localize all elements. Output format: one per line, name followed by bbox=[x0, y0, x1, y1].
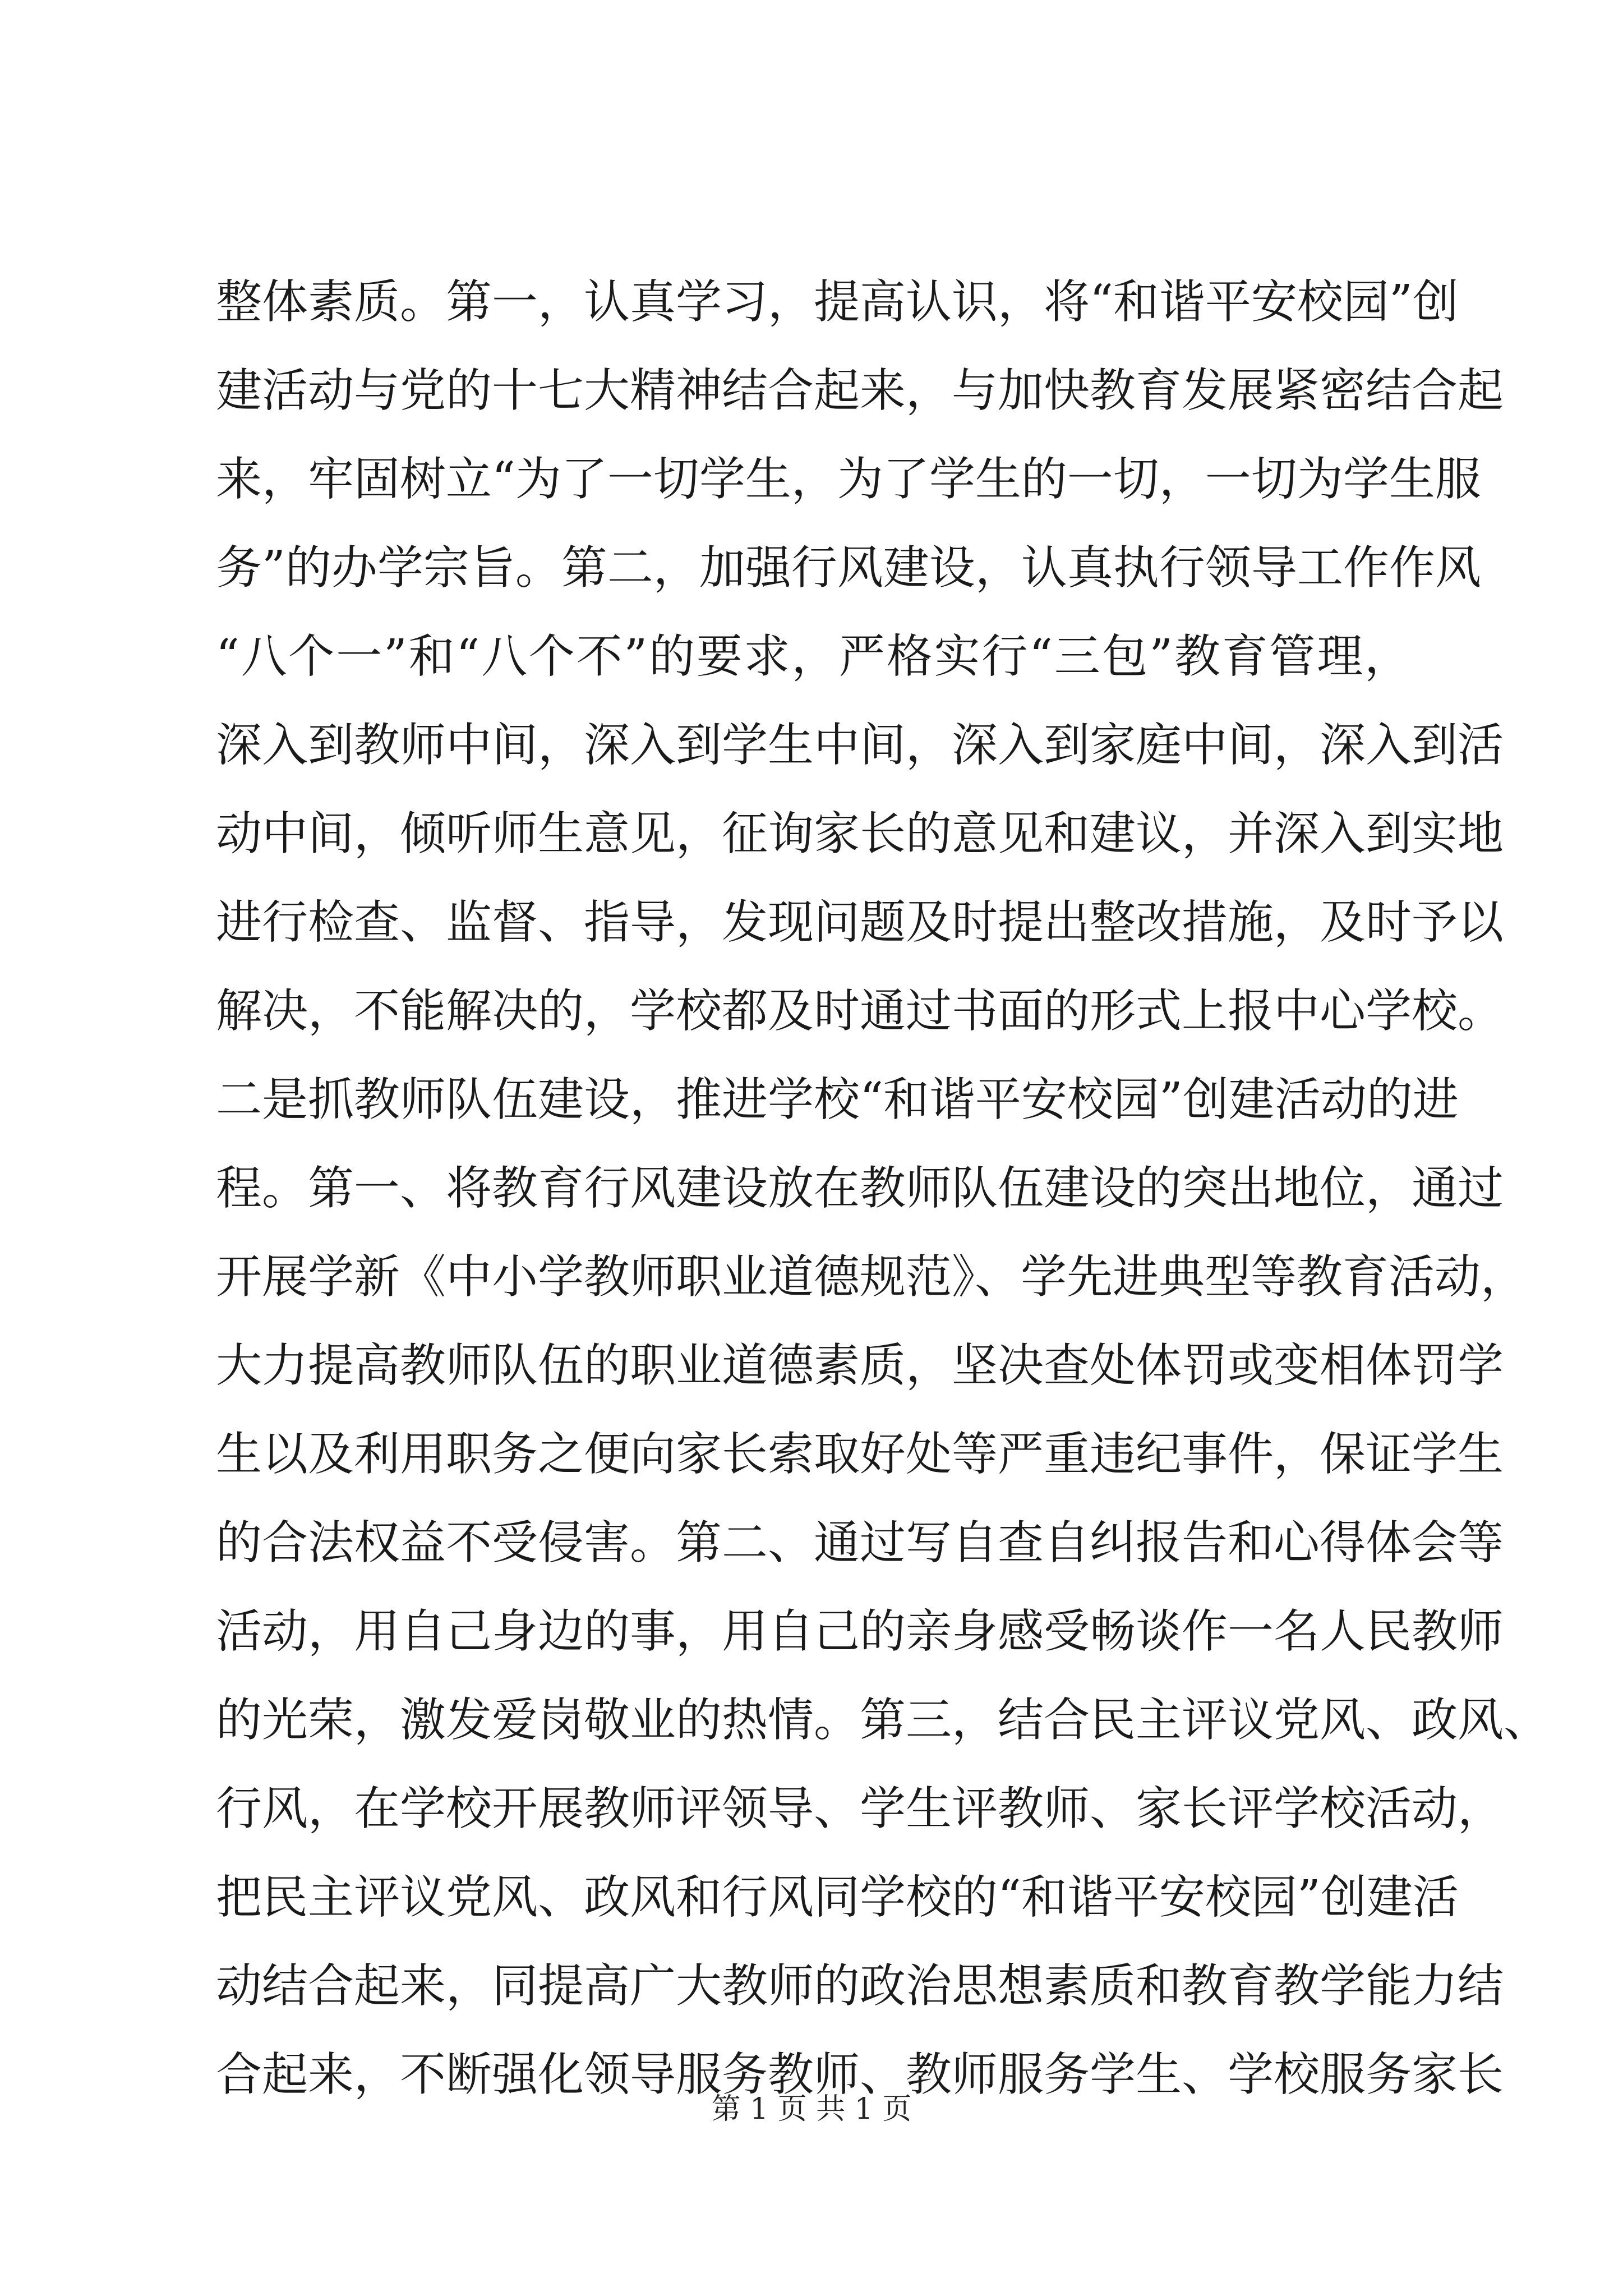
text-line: 程。第一、将教育行风建设放在教师队伍建设的突出地位，通过 bbox=[216, 1162, 1504, 1215]
text-line: 的光荣，激发爱岗敬业的热情。第三，结合民主评议党风、政风、 bbox=[216, 1694, 1550, 1747]
text-line: 二是抓教师队伍建设，推进学校“和谐平安校园”创建活动的进 bbox=[216, 1073, 1459, 1126]
text-line: 行风，在学校开展教师评领导、学生评教师、家长评学校活动， bbox=[216, 1782, 1504, 1835]
text-line: 深入到教师中间，深入到学生中间，深入到家庭中间，深入到活 bbox=[216, 719, 1504, 772]
text-line: 生以及利用职务之便向家长索取好处等严重违纪事件，保证学生 bbox=[216, 1428, 1504, 1481]
text-line: 动结合起来，同提高广大教师的政治思想素质和教育教学能力结 bbox=[216, 1959, 1504, 2013]
page-footer bbox=[0, 2090, 1623, 2129]
text-line: 把民主评议党风、政风和行风同学校的“和谐平安校园”创建活 bbox=[216, 1871, 1459, 1924]
text-line: 的合法权益不受侵害。第二、通过写自查自纠报告和心得体会等 bbox=[216, 1516, 1504, 1570]
text-line: 务”的办学宗旨。第二，加强行风建设，认真执行领导工作作风 bbox=[216, 541, 1481, 595]
text-line: 动中间，倾听师生意见，征询家长的意见和建议，并深入到实地 bbox=[216, 807, 1504, 861]
text-line: 整体素质。第一，认真学习，提高认识，将“和谐平安校园”创 bbox=[216, 275, 1459, 329]
text-line: 大力提高教师队伍的职业道德素质，坚决查处体罚或变相体罚学 bbox=[216, 1339, 1504, 1392]
text-line: 合起来，不断强化领导服务教师、教师服务学生、学校服务家长 bbox=[216, 2048, 1504, 2101]
text-line: 活动，用自己身边的事，用自己的亲身感受畅谈作一名人民教师 bbox=[216, 1605, 1504, 1658]
page-number-label: 第 1 页 共 1 页 bbox=[711, 2092, 912, 2126]
text-line: 解决，不能解决的，学校都及时通过书面的形式上报中心学校。 bbox=[216, 984, 1504, 1038]
text-line: “八个一”和“八个不”的要求，严格实行“三包”教育管理， bbox=[216, 630, 1410, 683]
text-line: 建活动与党的十七大精神结合起来，与加快教育发展紧密结合起 bbox=[216, 364, 1504, 417]
body-text bbox=[216, 258, 1550, 2119]
text-line: 来，牢固树立“为了一切学生，为了学生的一切，一切为学生服 bbox=[216, 453, 1481, 506]
text-line: 开展学新《中小学教师职业道德规范》、学先进典型等教育活动， bbox=[216, 1250, 1527, 1304]
text-line: 进行检查、监督、指导，发现问题及时提出整改措施，及时予以 bbox=[216, 896, 1504, 949]
